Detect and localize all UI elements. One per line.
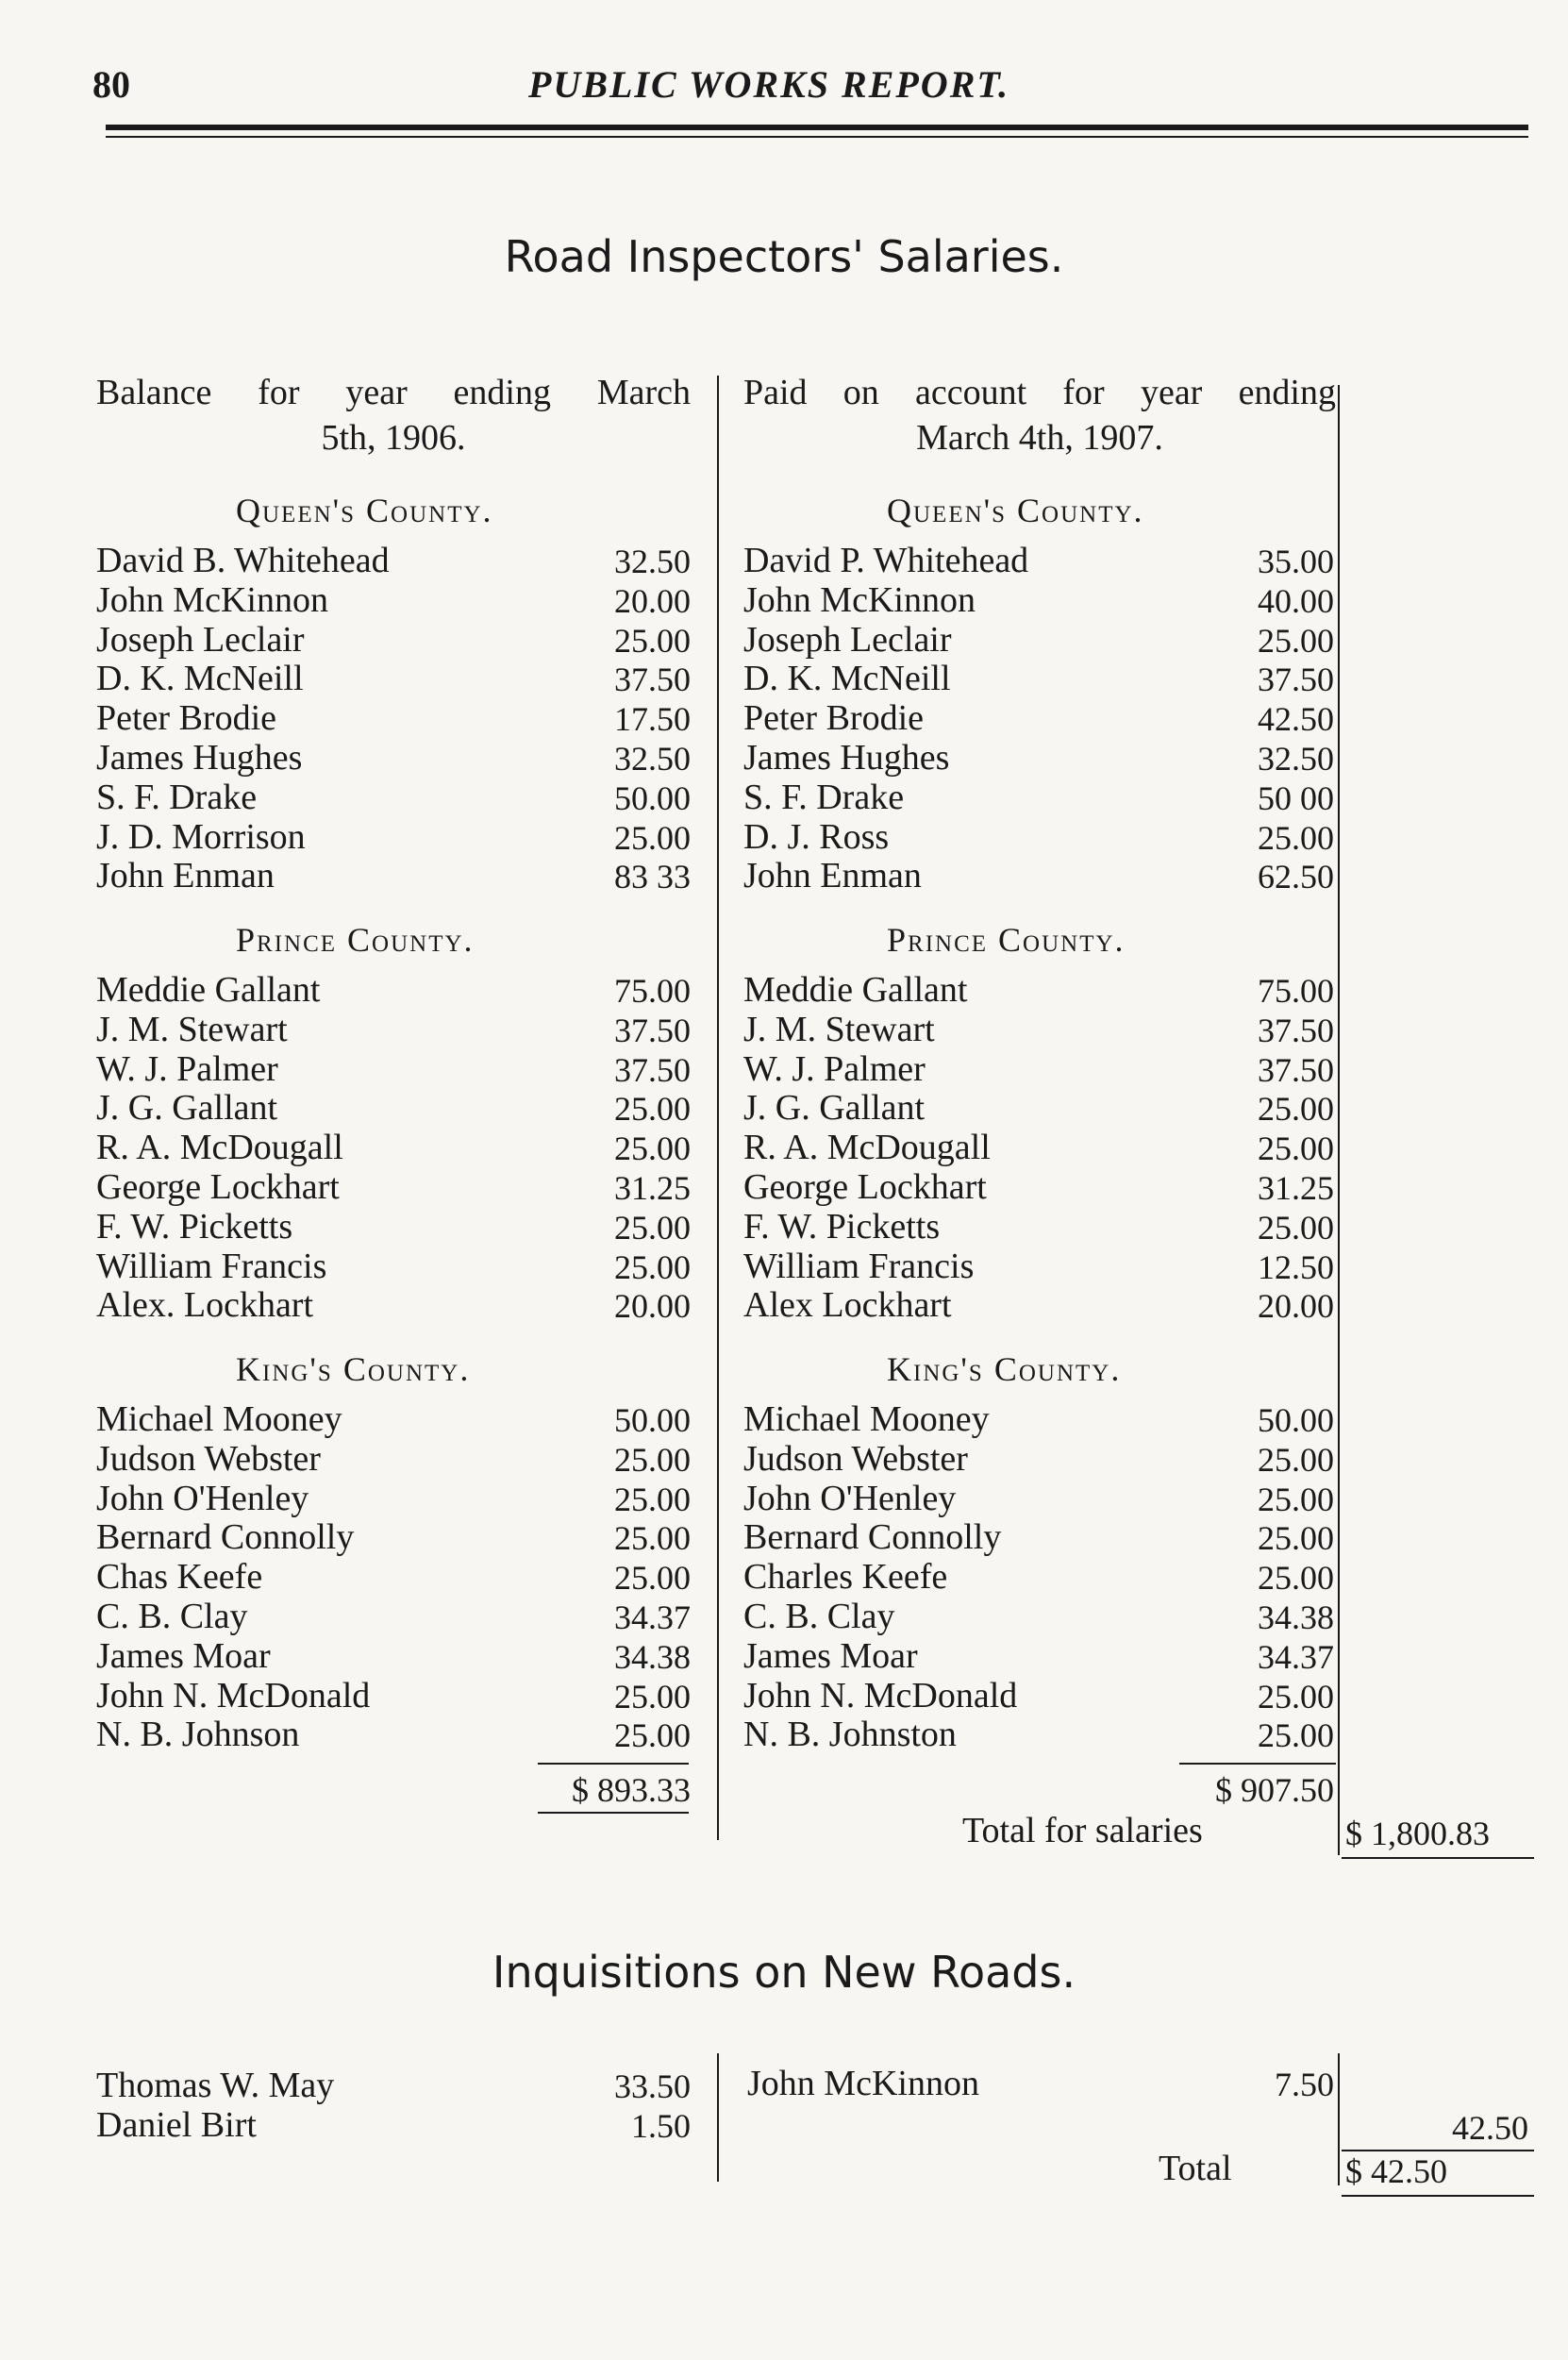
right-row-amount: 25.00: [1258, 1130, 1334, 1168]
left-row-amount: 34.38: [614, 1637, 691, 1676]
right-row-amount: 25.00: [1258, 1480, 1334, 1518]
right-row-amount: 25.00: [1258, 621, 1334, 660]
left-row-name: William Francis: [96, 1246, 327, 1286]
right-row-name: N. B. Johnston: [743, 1715, 957, 1755]
left-row-name: J. D. Morrison: [96, 816, 306, 857]
inquisition-right-row-amount: 7.50: [1275, 2066, 1334, 2103]
left-row-amount: 34.37: [614, 1598, 691, 1636]
right-row-name: W. J. Palmer: [743, 1048, 926, 1089]
header-rule: [106, 125, 1528, 130]
right-subtotal-rule: [1179, 1763, 1336, 1765]
right-row-name: Michael Mooney: [743, 1399, 990, 1439]
left-row-name: N. B. Johnson: [96, 1715, 300, 1755]
right-row-name: John O'Henley: [743, 1478, 957, 1518]
amount-column-rule: [1338, 385, 1340, 1829]
left-row-name: George Lockhart: [96, 1167, 340, 1207]
inquisition-right-row-name: John McKinnon: [747, 2064, 979, 2103]
inquisitions-total-value: $ 42.50: [1345, 2152, 1447, 2190]
inquisition-left-row-amount: 33.50: [614, 2067, 691, 2105]
right-row-amount: 20.00: [1258, 1287, 1334, 1326]
inquisition-left-row-name: Daniel Birt: [96, 2105, 257, 2145]
left-row-name: John N. McDonald: [96, 1675, 371, 1716]
left-row-name: Alex. Lockhart: [96, 1285, 314, 1326]
right-county-heading: Prince County.: [887, 921, 1126, 959]
left-row-name: J. G. Gallant: [96, 1088, 278, 1129]
left-row-name: James Moar: [96, 1635, 271, 1676]
right-row-name: Judson Webster: [743, 1438, 968, 1479]
right-row-name: J. G. Gallant: [743, 1088, 926, 1129]
left-column-heading-line1: Balance for year ending March: [96, 373, 691, 412]
right-row-name: John McKinnon: [743, 579, 976, 620]
left-row-name: F. W. Picketts: [96, 1206, 293, 1247]
right-row-amount: 25.00: [1258, 1519, 1334, 1558]
left-row-amount: 37.50: [614, 1011, 691, 1049]
left-column-heading-line2: 5th, 1906.: [321, 418, 466, 458]
left-row-name: C. B. Clay: [96, 1597, 248, 1636]
total-salaries-value: $ 1,800.83: [1345, 1815, 1490, 1852]
right-row-amount: 25.00: [1258, 1090, 1334, 1129]
header-rule-thin: [106, 136, 1528, 138]
right-row-amount: 25.00: [1258, 818, 1334, 857]
right-row-name: Charles Keefe: [743, 1557, 948, 1598]
inquisitions-total-label: Total: [1159, 2149, 1232, 2188]
left-row-name: John O'Henley: [96, 1478, 309, 1518]
left-row-amount: 25.00: [614, 1716, 691, 1755]
right-row-amount: 34.37: [1258, 1637, 1334, 1676]
left-subtotal-rule: [538, 1763, 689, 1765]
left-row-amount: 17.50: [614, 700, 691, 739]
left-row-amount: 32.50: [614, 543, 691, 580]
left-county-heading: Prince County.: [236, 921, 475, 959]
left-row-name: J. M. Stewart: [96, 1009, 288, 1049]
left-row-amount: 20.00: [614, 581, 691, 620]
right-row-name: John N. McDonald: [743, 1675, 1018, 1716]
left-county-heading: Queen's County.: [236, 492, 493, 529]
right-subtotal: $ 907.50: [1215, 1771, 1334, 1809]
left-row-name: Bernard Connolly: [96, 1517, 355, 1558]
right-row-amount: 32.50: [1258, 740, 1334, 778]
right-row-name: James Hughes: [743, 738, 950, 778]
inquisitions-carried-value: 42.50: [1452, 2109, 1528, 2147]
left-row-amount: 25.00: [614, 1130, 691, 1168]
left-subtotal-underline: [538, 1812, 689, 1814]
left-row-amount: 25.00: [614, 1208, 691, 1247]
left-row-name: John Enman: [96, 856, 275, 896]
right-row-name: C. B. Clay: [743, 1597, 895, 1636]
left-row-name: Meddie Gallant: [96, 970, 321, 1010]
left-row-name: David B. Whitehead: [96, 541, 390, 580]
right-row-amount: 50.00: [1258, 1401, 1334, 1439]
right-row-name: George Lockhart: [743, 1167, 987, 1207]
left-row-amount: 25.00: [614, 621, 691, 660]
left-row-name: R. A. McDougall: [96, 1128, 343, 1168]
section-title-inquisitions: Inquisitions on New Roads.: [492, 1947, 1076, 1998]
right-row-name: Joseph Leclair: [743, 619, 952, 660]
right-row-amount: 50 00: [1258, 778, 1334, 817]
right-row-name: D. J. Ross: [743, 816, 890, 857]
running-title: PUBLIC WORKS REPORT.: [528, 63, 1010, 106]
section-title-salaries: Road Inspectors' Salaries.: [504, 231, 1064, 282]
inquisition-left-row-name: Thomas W. May: [96, 2066, 335, 2105]
left-row-amount: 25.00: [614, 1090, 691, 1129]
right-county-heading: Queen's County.: [887, 492, 1144, 529]
left-row-amount: 25.00: [614, 818, 691, 857]
inquisitions-total-underline: [1342, 2195, 1534, 2197]
left-row-name: Chas Keefe: [96, 1557, 263, 1598]
left-row-name: S. F. Drake: [96, 777, 258, 817]
right-row-amount: 25.00: [1258, 1440, 1334, 1479]
right-row-name: F. W. Picketts: [743, 1206, 941, 1247]
left-row-amount: 25.00: [614, 1559, 691, 1598]
right-row-name: D. K. McNeill: [743, 659, 951, 699]
right-row-name: Bernard Connolly: [743, 1517, 1002, 1558]
inquisition-left-row-amount: 1.50: [631, 2107, 691, 2145]
page-number: 80: [92, 63, 130, 106]
left-row-amount: 25.00: [614, 1440, 691, 1479]
right-row-amount: 25.00: [1258, 1559, 1334, 1598]
right-row-amount: 37.50: [1258, 1050, 1334, 1089]
right-row-amount: 12.50: [1258, 1247, 1334, 1286]
inquisitions-column-divider: [717, 2053, 719, 2182]
right-county-heading: King's County.: [887, 1350, 1122, 1388]
left-row-name: D. K. McNeill: [96, 659, 304, 699]
left-row-amount: 37.50: [614, 1050, 691, 1089]
column-divider: [717, 376, 719, 1840]
left-row-amount: 37.50: [614, 661, 691, 699]
right-row-name: S. F. Drake: [743, 777, 905, 817]
right-row-amount: 25.00: [1258, 1208, 1334, 1247]
left-row-name: Judson Webster: [96, 1438, 321, 1479]
left-row-amount: 25.00: [614, 1247, 691, 1286]
total-salaries-underline: [1342, 1857, 1534, 1859]
left-row-name: Michael Mooney: [96, 1399, 342, 1439]
left-row-amount: 50.00: [614, 1401, 691, 1439]
right-row-amount: 37.50: [1258, 661, 1334, 699]
right-row-name: James Moar: [743, 1635, 918, 1676]
left-row-amount: 20.00: [614, 1287, 691, 1326]
left-row-name: John McKinnon: [96, 579, 328, 620]
right-row-name: Alex Lockhart: [743, 1285, 952, 1326]
left-row-amount: 32.50: [614, 740, 691, 778]
left-row-amount: 25.00: [614, 1519, 691, 1558]
right-row-name: John Enman: [743, 856, 922, 896]
right-row-amount: 31.25: [1258, 1169, 1334, 1207]
total-salaries-label: Total for salaries: [962, 1811, 1203, 1850]
inquisitions-amount-rule: [1338, 2053, 1340, 2185]
right-row-amount: 37.50: [1258, 1011, 1334, 1049]
right-row-amount: 25.00: [1258, 1677, 1334, 1716]
right-row-name: William Francis: [743, 1246, 975, 1286]
left-subtotal: $ 893.33: [572, 1771, 691, 1809]
right-column-heading-line1: Paid on account for year ending: [743, 373, 1336, 412]
left-row-amount: 75.00: [614, 972, 691, 1010]
right-row-amount: 62.50: [1258, 858, 1334, 896]
right-row-amount: 35.00: [1258, 543, 1334, 580]
right-row-amount: 40.00: [1258, 581, 1334, 620]
right-row-name: Peter Brodie: [743, 698, 925, 739]
left-row-name: W. J. Palmer: [96, 1048, 278, 1089]
left-row-amount: 50.00: [614, 778, 691, 817]
left-row-amount: 25.00: [614, 1677, 691, 1716]
right-row-name: Meddie Gallant: [743, 970, 968, 1010]
left-county-heading: King's County.: [236, 1350, 471, 1388]
left-row-name: Peter Brodie: [96, 698, 277, 739]
left-row-amount: 25.00: [614, 1480, 691, 1518]
right-row-amount: 75.00: [1258, 972, 1334, 1010]
left-row-amount: 83 33: [614, 858, 691, 896]
left-row-amount: 31.25: [614, 1169, 691, 1207]
left-row-name: James Hughes: [96, 738, 303, 778]
right-row-name: J. M. Stewart: [743, 1009, 935, 1049]
left-row-name: Joseph Leclair: [96, 619, 305, 660]
right-row-amount: 25.00: [1258, 1716, 1334, 1755]
total-bracket-rule: [1338, 1812, 1340, 1855]
right-row-name: David P. Whitehead: [743, 541, 1029, 580]
right-row-amount: 42.50: [1258, 700, 1334, 739]
right-row-amount: 34.38: [1258, 1598, 1334, 1636]
right-row-name: R. A. McDougall: [743, 1128, 991, 1168]
right-column-heading-line2: March 4th, 1907.: [916, 418, 1163, 458]
